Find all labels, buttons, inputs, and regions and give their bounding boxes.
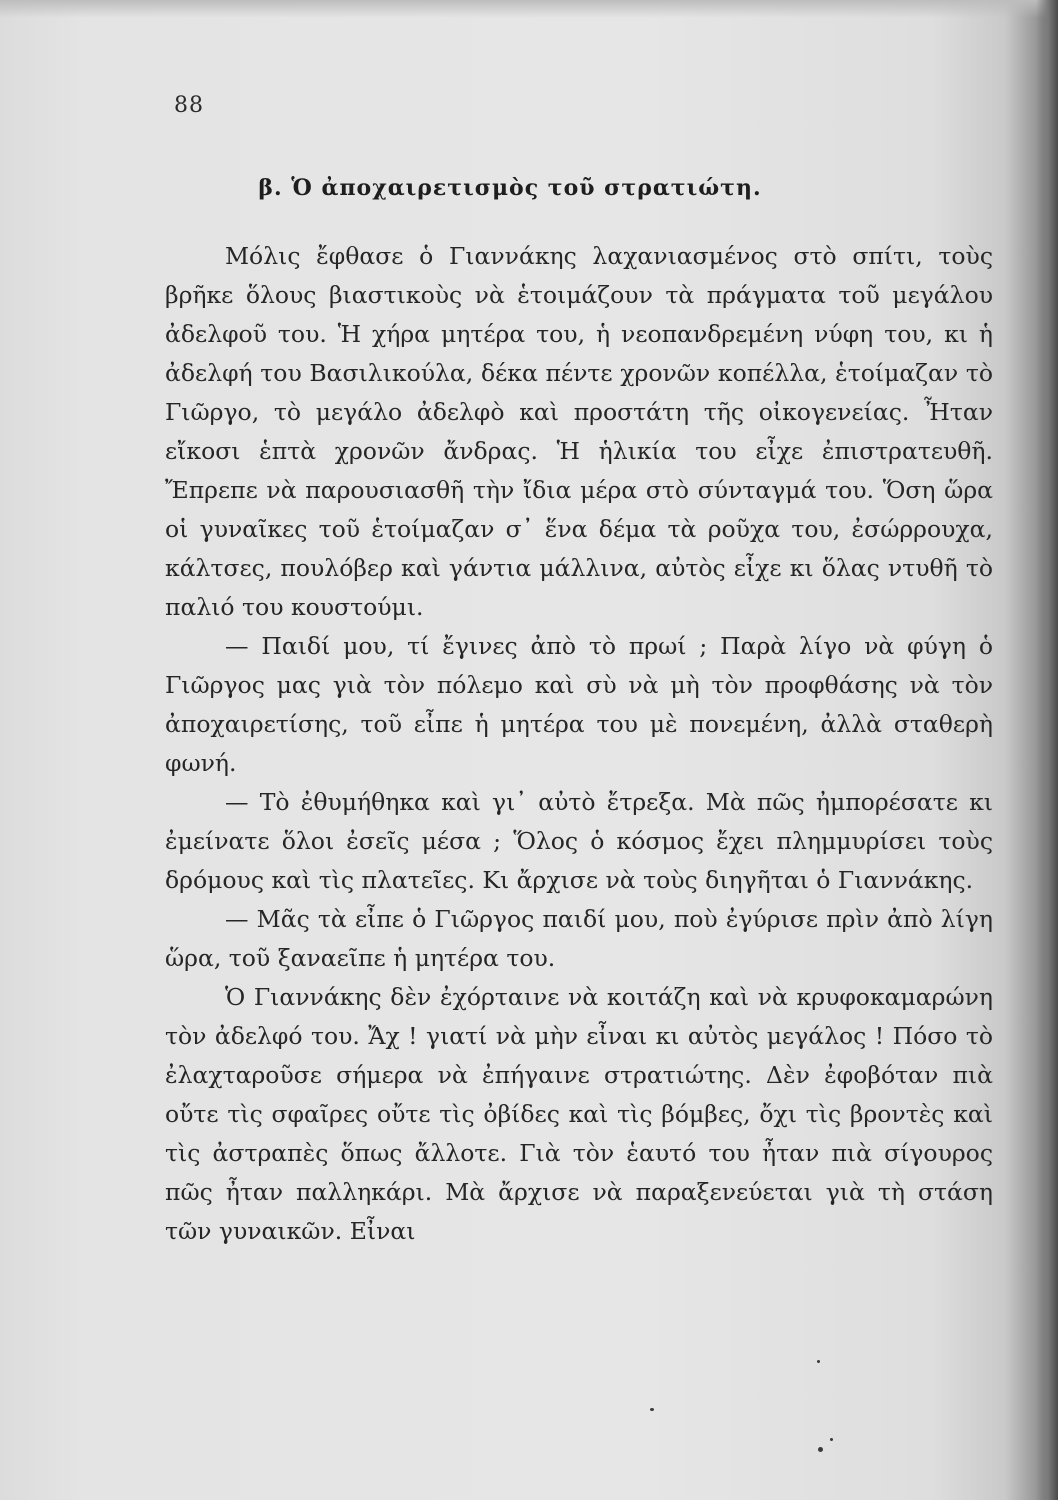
paragraph: Ὁ Γιαννάκης δὲν ἐχόρταινε νὰ κοιτάζη καὶ νὰ κρυφοκαμαρώνη τὸν ἀδελφό του. Ἄχ ! γιατί νὰ μὴν εἶναι κι αὐτὸς μεγάλος ! Πόσο τὸ ἐλαχταροῦσε σήμερα νὰ ἐπήγαινε στρατιώτης. Δὲν ἐφοβόταν πιὰ οὔτε τὶς σφαῖρες οὔτε τὶς ὀβίδες καὶ τὶς βόμβες, ὄχι τὶς βροντὲς καὶ τὶς ἀστραπὲς ὅπως ἄλλοτε. Γιὰ τὸν ἑαυτό του ἦταν πιὰ σίγουρος πῶς ἦταν παλληκάρι. Μὰ ἄρχισε νὰ παραξενεύεται γιὰ τὴ στάση τῶν γυναικῶν. Εἶναι [165, 983, 993, 1245]
paragraph: — Μᾶς τὰ εἶπε ὁ Γιῶργος παιδί μου, ποὺ ἐγύρισε πρὶν ἀπὸ λίγη ὥρα, τοῦ ξαναεῖπε ἡ μητέρα του. [165, 905, 993, 972]
ink-speck [818, 1447, 823, 1452]
ink-speck [650, 1408, 654, 1411]
ink-speck [817, 1360, 820, 1363]
page-binding-edge [1036, 0, 1058, 1500]
body-text [165, 237, 993, 1251]
paragraph: — Παιδί μου, τί ἔγινες ἀπὸ τὸ πρωί ; Παρὰ λίγο νὰ φύγη ὁ Γιῶργος μας γιὰ τὸν πόλεμο καὶ σὺ νὰ μὴ τὸν προφθάσης νὰ τὸν ἀποχαιρετίσης, τοῦ εἶπε ἡ μητέρα του μὲ πονεμένη, ἀλλὰ σταθερὴ φωνή. [165, 632, 993, 777]
section-heading: β. Ὁ ἀποχαιρετισμὸς τοῦ στρατιώτη. [258, 175, 762, 201]
paragraph: Μόλις ἔφθασε ὁ Γιαννάκης λαχανιασμένος στὸ σπίτι, τοὺς βρῆκε ὅλους βιαστικοὺς νὰ ἑτοιμάζουν τὰ πράγματα τοῦ μεγάλου ἀδελφοῦ του. Ἡ χήρα μητέρα του, ἡ νεοπανδρεμένη νύφη του, κι ἡ ἀδελφή του Βασιλικούλα, δέκα πέντε χρονῶν κοπέλλα, ἑτοίμαζαν τὸ Γιῶργο, τὸ μεγάλο ἀδελφὸ καὶ προστάτη τῆς οἰκογενείας. Ἦταν εἴκοσι ἑπτὰ χρονῶν ἄνδρας. Ἡ ἡλικία του εἶχε ἐπιστρατευθῆ. Ἔπρεπε νὰ παρουσιασθῆ τὴν ἴδια μέρα στὸ σύνταγμά του. Ὅση ὥρα οἱ γυναῖκες τοῦ ἑτοίμαζαν σ᾿ ἕνα δέμα τὰ ροῦχα του, ἐσώρρουχα, κάλτσες, πουλόβερ καὶ γάντια μάλλινα, αὐτὸς εἶχε κι ὅλας ντυθῆ τὸ παλιό του κουστούμι. [165, 242, 993, 621]
page-number: 88 [174, 93, 204, 118]
page-top-shadow [0, 0, 1058, 18]
ink-speck [830, 1438, 833, 1441]
paragraph: — Τὸ ἐθυμήθηκα καὶ γι᾿ αὐτὸ ἔτρεξα. Μὰ πῶς ἠμπορέσατε κι ἐμείνατε ὅλοι ἐσεῖς μέσα ; Ὅλος ὁ κόσμος ἔχει πλημμυρίσει τοὺς δρόμους καὶ τὶς πλατεῖες. Κι ἄρχισε νὰ τοὺς διηγῆται ὁ Γιαννάκης. [165, 788, 993, 894]
